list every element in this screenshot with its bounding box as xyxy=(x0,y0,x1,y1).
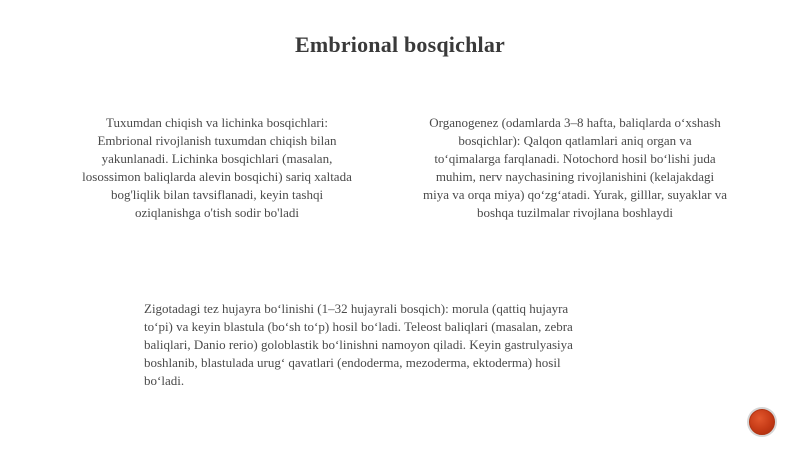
text-line: boʻladi. xyxy=(144,373,185,388)
circle-button-fill xyxy=(749,409,775,435)
slide-title: Embrional bosqichlar xyxy=(295,32,505,57)
text-line: bog'liqlik bilan tavsiflanadi, keyin tashqi xyxy=(110,187,324,202)
text-line: bosqichlar): Qalqon qatlamlari aniq organ va xyxy=(458,133,692,148)
text-line: Zigotadagi tez hujayra boʻlinishi (1–32 hujayrali bosqich): morula (qattiq hujayra xyxy=(144,301,569,316)
text-line: boshlanib, blastulada urugʻ qavatlari (endoderma, mezoderma, ektoderma) hosil xyxy=(144,355,561,370)
left-text-block xyxy=(56,114,378,222)
right-text-block xyxy=(394,114,756,222)
text-line: losossimon baliqlarda alevin bosqichi) sariq xaltada xyxy=(82,169,352,184)
text-line: toʻqimalarga farqlanadi. Notochord hosil boʻlishi juda xyxy=(434,151,716,166)
text-line: Tuxumdan chiqish va lichinka bosqichlari: xyxy=(106,115,328,130)
text-line: yakunlanadi. Lichinka bosqichlari (masalan, xyxy=(101,151,333,166)
bottom-text-block xyxy=(144,300,644,390)
text-line: boshqa tuzilmalar rivojlana boshlaydi xyxy=(476,205,674,220)
text-line: toʻpi) va keyin blastula (boʻsh toʻp) hosil boʻladi. Teleost baliqlari (masalan, zebra xyxy=(144,319,573,334)
text-line: Organogenez (odamlarda 3–8 hafta, baliqlarda oʻxshash xyxy=(429,115,721,130)
text-line: oziqlanishga o'tish sodir bo'ladi xyxy=(135,205,299,220)
text-line: muhim, nerv naychasining rivojlanishini (kelajakdagi xyxy=(435,169,715,184)
circle-button-icon[interactable] xyxy=(747,407,777,437)
text-line: baliqlari, Danio rerio) goloblastik boʻlinishni namoyon qiladi. Keyin gastrulyasiya xyxy=(144,337,573,352)
text-line: miya va orqa miya) qoʻzgʻatadi. Yurak, gilllar, suyaklar va xyxy=(422,187,728,202)
text-line: Embrional rivojlanish tuxumdan chiqish bilan xyxy=(97,133,337,148)
